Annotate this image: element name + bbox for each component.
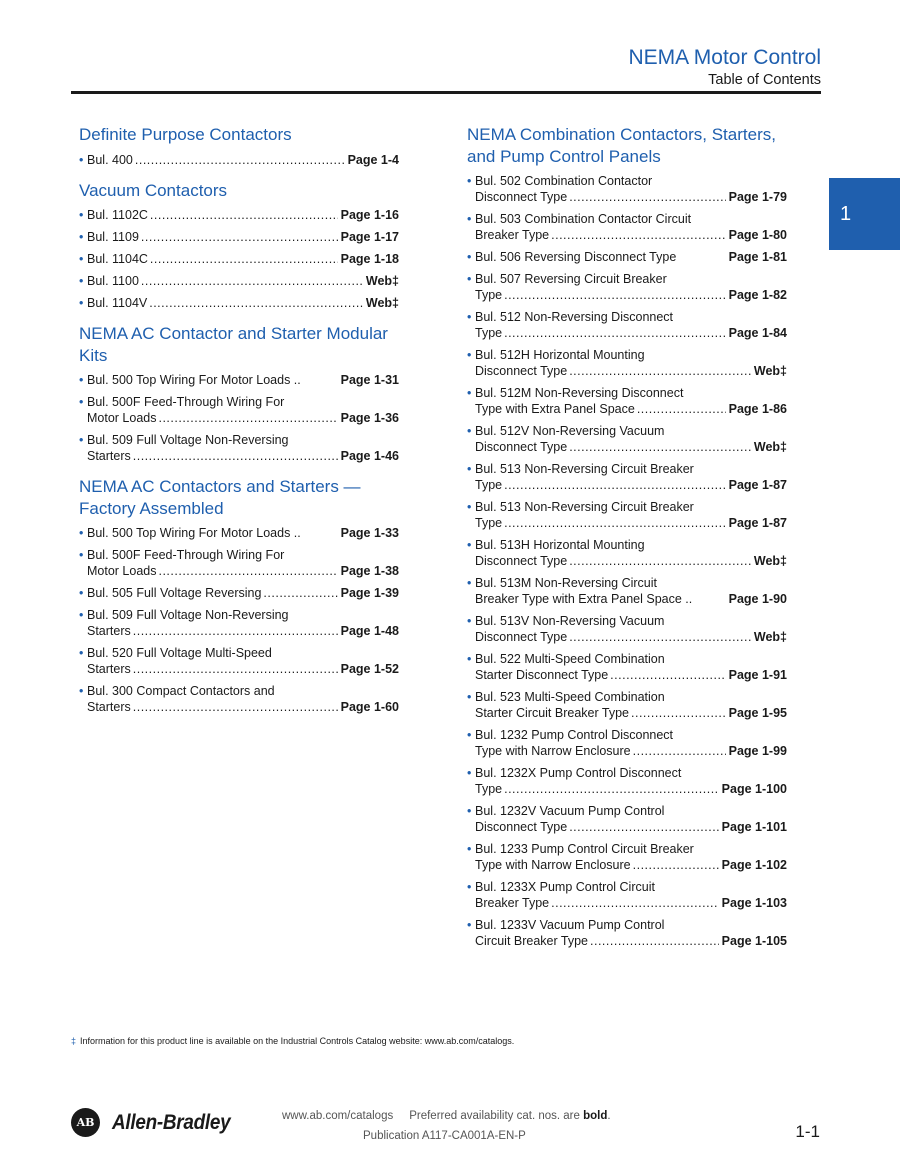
entry-text: Bul. 512H Horizontal Mounting	[475, 348, 645, 362]
page-reference[interactable]: Page 1-33	[340, 526, 399, 540]
toc-entry[interactable]	[79, 251, 399, 267]
dot-leader	[504, 325, 726, 341]
page-reference[interactable]: Page 1-103	[721, 896, 787, 910]
footnote-symbol: ‡	[71, 1036, 77, 1046]
dot-leader	[150, 251, 338, 267]
entry-text: Bul. 1233V Vacuum Pump Control	[475, 918, 665, 932]
page-reference[interactable]: Page 1-79	[728, 190, 787, 204]
bullet-icon: •	[467, 348, 472, 362]
entry-text: Disconnect Type	[475, 440, 568, 454]
entry-text: Bul. 1232X Pump Control Disconnect	[475, 766, 682, 780]
page-reference[interactable]: Page 1-82	[728, 288, 787, 302]
entry-text: Bul. 512 Non-Reversing Disconnect	[475, 310, 674, 324]
entry-text: Bul. 1104V	[87, 296, 148, 310]
toc-left-column	[79, 124, 399, 727]
entry-text: Starter Disconnect Type	[475, 668, 609, 682]
dot-leader	[551, 895, 719, 911]
toc-entry[interactable]	[79, 683, 399, 715]
bullet-icon: •	[467, 174, 472, 188]
page-reference[interactable]: Web‡	[753, 364, 787, 378]
dot-leader	[133, 661, 338, 677]
entry-text: Type with Narrow Enclosure	[475, 744, 631, 758]
entry-text: Bul. 512V Non-Reversing Vacuum	[475, 424, 665, 438]
toc-right-column	[467, 124, 787, 961]
page-reference[interactable]: Page 1-81	[728, 250, 787, 264]
entry-text: Disconnect Type	[475, 630, 568, 644]
dot-leader	[133, 699, 338, 715]
entry-text: Bul. 513V Non-Reversing Vacuum	[475, 614, 665, 628]
entry-text: Starters	[87, 700, 131, 714]
footer-website-link[interactable]: www.ab.com/catalogs	[282, 1110, 394, 1122]
toc-entry[interactable]	[467, 727, 787, 759]
page-reference[interactable]: Web‡	[753, 630, 787, 644]
dot-leader	[135, 152, 345, 168]
dot-leader	[633, 743, 726, 759]
dot-leader	[263, 585, 337, 601]
dot-leader	[590, 933, 719, 949]
toc-entry[interactable]	[79, 273, 399, 289]
toc-entry[interactable]	[467, 423, 787, 455]
dot-leader	[633, 857, 719, 873]
entry-text: Bul. 500F Feed-Through Wiring For	[87, 548, 285, 562]
entry-text: Bul. 509 Full Voltage Non-Reversing	[87, 433, 289, 447]
entry-text: Type with Narrow Enclosure	[475, 858, 631, 872]
page-reference[interactable]: Page 1-52	[340, 662, 399, 676]
dot-leader	[141, 229, 338, 245]
toc-entry[interactable]	[467, 271, 787, 303]
toc-section	[467, 124, 787, 949]
footnote-text: Information for this product line is available on the Industrial Controls Catalog website: www.ab.com/catalogs.	[80, 1036, 515, 1046]
section-heading: NEMA AC Contactor and Starter Modular Kits	[79, 324, 388, 365]
bullet-icon: •	[467, 614, 472, 628]
entry-text: Bul. 522 Multi-Speed Combination	[475, 652, 665, 666]
dot-leader	[504, 477, 726, 493]
dot-leader	[631, 705, 726, 721]
dot-leader	[637, 401, 726, 417]
section-heading: Vacuum Contactors	[79, 180, 228, 200]
bullet-icon: •	[79, 608, 84, 622]
header-divider	[71, 91, 821, 94]
dot-leader	[504, 781, 719, 797]
bullet-icon: •	[79, 152, 84, 167]
entry-text: Bul. 400	[87, 152, 133, 167]
bullet-icon: •	[79, 586, 84, 600]
toc-entry[interactable]	[467, 689, 787, 721]
section-heading: Definite Purpose Contactors	[79, 125, 292, 144]
entry-text: Type	[475, 326, 503, 340]
bullet-icon: •	[467, 576, 472, 590]
logo-badge-text: AB	[76, 1116, 95, 1129]
entry-text: Type	[475, 782, 503, 796]
bullet-icon: •	[79, 274, 84, 288]
page-reference[interactable]: Web‡	[365, 274, 399, 288]
dot-leader	[158, 563, 337, 579]
dot-leader	[149, 295, 363, 311]
page-reference[interactable]: Page 1-48	[340, 624, 399, 638]
entry-text: Motor Loads	[87, 411, 157, 425]
bullet-icon: •	[79, 252, 84, 266]
availability-note-bold: bold	[583, 1110, 608, 1122]
section-tab[interactable]	[829, 178, 900, 250]
toc-entry[interactable]	[79, 207, 399, 223]
entry-text: Bul. 500 Top Wiring For Motor Loads ..	[87, 373, 301, 387]
dot-leader	[504, 515, 726, 531]
entry-text: Type	[475, 478, 503, 492]
toc-entry[interactable]	[79, 607, 399, 639]
page-reference[interactable]: Page 1-39	[340, 586, 399, 600]
page-reference[interactable]: Web‡	[753, 440, 787, 454]
dot-leader	[158, 410, 337, 426]
entry-text: Bul. 513H Horizontal Mounting	[475, 538, 645, 552]
bullet-icon: •	[79, 684, 84, 698]
page-reference[interactable]: Page 1-31	[340, 373, 399, 387]
entry-text: Bul. 513 Non-Reversing Circuit Breaker	[475, 500, 694, 514]
toc-entry[interactable]	[467, 249, 787, 265]
toc-entry[interactable]	[79, 432, 399, 464]
bullet-icon: •	[467, 250, 472, 264]
bullet-icon: •	[467, 766, 472, 780]
bullet-icon: •	[467, 538, 472, 552]
section-heading: NEMA Combination Contactors, Starters, and Pump Control Panels	[467, 125, 776, 166]
entry-text: Bul. 1102C	[87, 208, 148, 222]
footnote	[71, 1036, 514, 1046]
page-reference[interactable]: Page 1-36	[340, 411, 399, 425]
bullet-icon: •	[467, 880, 472, 894]
bullet-icon: •	[467, 462, 472, 476]
entry-text: Starters	[87, 624, 131, 638]
section-heading: NEMA AC Contactors and Starters — Factory Assembled	[79, 477, 361, 518]
toc-entry[interactable]	[467, 347, 787, 379]
dot-leader	[504, 287, 726, 303]
page-reference[interactable]: Page 1-60	[340, 700, 399, 714]
dot-leader	[610, 667, 725, 683]
bullet-icon: •	[467, 690, 472, 704]
toc-entry[interactable]	[79, 525, 399, 541]
page-reference[interactable]: Page 1-91	[728, 668, 787, 682]
toc-entry[interactable]	[79, 152, 399, 168]
footer-web-line	[282, 1110, 611, 1122]
entry-text: Bul. 1104C	[87, 252, 148, 266]
toc-section	[79, 124, 399, 168]
bullet-icon: •	[467, 424, 472, 438]
dot-leader	[569, 819, 718, 835]
bullet-icon: •	[79, 230, 84, 244]
toc-entry[interactable]	[467, 537, 787, 569]
entry-text: Bul. 1100	[87, 274, 139, 288]
bullet-icon: •	[79, 208, 84, 222]
toc-entry[interactable]	[79, 645, 399, 677]
bullet-icon: •	[467, 212, 472, 226]
entry-text: Starter Circuit Breaker Type	[475, 706, 629, 720]
entry-text: Bul. 1233X Pump Control Circuit	[475, 880, 655, 894]
page-reference[interactable]: Page 1-100	[721, 782, 787, 796]
page-reference[interactable]: Page 1-90	[728, 592, 787, 606]
toc-section	[79, 180, 399, 312]
entry-text: Bul. 1232 Pump Control Disconnect	[475, 728, 674, 742]
toc-entry[interactable]	[467, 173, 787, 205]
brand-name: Allen-Bradley	[112, 1110, 231, 1134]
bullet-icon: •	[467, 652, 472, 666]
dot-leader	[551, 227, 726, 243]
dot-leader	[569, 553, 751, 569]
toc-entry[interactable]	[79, 585, 399, 601]
page-reference[interactable]: Page 1-18	[340, 252, 399, 266]
entry-text: Bul. 513 Non-Reversing Circuit Breaker	[475, 462, 694, 476]
page-reference[interactable]: Page 1-87	[728, 516, 787, 530]
entry-text: Bul. 300 Compact Contactors and	[87, 684, 275, 698]
toc-entry[interactable]	[467, 879, 787, 911]
toc-section	[79, 476, 399, 715]
page-title: NEMA Motor Control	[628, 46, 821, 69]
entry-text: Bul. 507 Reversing Circuit Breaker	[475, 272, 667, 286]
entry-text: Starters	[87, 449, 131, 463]
bullet-icon: •	[467, 272, 472, 286]
entry-text: Bul. 513M Non-Reversing Circuit	[475, 576, 658, 590]
bullet-icon: •	[467, 842, 472, 856]
page-reference[interactable]: Page 1-4	[347, 152, 399, 167]
entry-text: Disconnect Type	[475, 554, 568, 568]
entry-text: Breaker Type	[475, 896, 550, 910]
bullet-icon: •	[79, 373, 84, 387]
publication-number: Publication A117-CA001A-EN-P	[363, 1130, 526, 1142]
section-tab-label: 1	[839, 202, 852, 225]
entry-text: Bul. 509 Full Voltage Non-Reversing	[87, 608, 289, 622]
entry-text: Breaker Type	[475, 228, 550, 242]
bullet-icon: •	[79, 395, 84, 409]
ab-logo-icon	[71, 1108, 100, 1137]
entry-text: Motor Loads	[87, 564, 157, 578]
dot-leader	[569, 629, 751, 645]
toc-entry[interactable]	[79, 547, 399, 579]
page-reference[interactable]: Web‡	[753, 554, 787, 568]
toc-entry[interactable]	[467, 461, 787, 493]
dot-leader	[569, 189, 725, 205]
entry-text: Breaker Type with Extra Panel Space ..	[475, 592, 693, 606]
page-reference[interactable]: Page 1-102	[721, 858, 787, 872]
toc-entry[interactable]	[79, 295, 399, 311]
bullet-icon: •	[79, 548, 84, 562]
entry-text: Bul. 1232V Vacuum Pump Control	[475, 804, 665, 818]
toc-section	[79, 323, 399, 464]
entry-text: Bul. 1109	[87, 230, 139, 244]
dot-leader	[133, 448, 338, 464]
entry-text: Type with Extra Panel Space	[475, 402, 635, 416]
toc-entry[interactable]	[467, 575, 787, 607]
toc-entry[interactable]	[467, 385, 787, 417]
bullet-icon: •	[79, 526, 84, 540]
page-reference[interactable]: Web‡	[365, 296, 399, 310]
page-reference[interactable]: Page 1-17	[340, 230, 399, 244]
page-reference[interactable]: Page 1-80	[728, 228, 787, 242]
toc-entry[interactable]	[467, 211, 787, 243]
entry-text: Starters	[87, 662, 131, 676]
entry-text: Bul. 520 Full Voltage Multi-Speed	[87, 646, 272, 660]
bullet-icon: •	[467, 804, 472, 818]
entry-text: Disconnect Type	[475, 820, 568, 834]
brand-logo	[71, 1108, 243, 1137]
entry-text: Bul. 523 Multi-Speed Combination	[475, 690, 665, 704]
entry-text: Type	[475, 516, 503, 530]
entry-text: Bul. 505 Full Voltage Reversing	[87, 586, 262, 600]
dot-leader	[133, 623, 338, 639]
dot-leader	[141, 273, 363, 289]
page-subtitle: Table of Contents	[708, 72, 821, 88]
bullet-icon: •	[467, 386, 472, 400]
page-reference[interactable]: Page 1-46	[340, 449, 399, 463]
bullet-icon: •	[79, 296, 84, 310]
page-reference[interactable]: Page 1-105	[721, 934, 787, 948]
entry-text: Bul. 1233 Pump Control Circuit Breaker	[475, 842, 694, 856]
entry-text: Bul. 500 Top Wiring For Motor Loads ..	[87, 526, 301, 540]
page-reference[interactable]: Page 1-99	[728, 744, 787, 758]
entry-text: Circuit Breaker Type	[475, 934, 589, 948]
entry-text: Bul. 506 Reversing Disconnect Type	[475, 250, 677, 264]
bullet-icon: •	[467, 500, 472, 514]
toc-entry[interactable]	[79, 229, 399, 245]
availability-note-prefix: Preferred availability cat. nos. are	[409, 1110, 580, 1122]
toc-entry[interactable]	[467, 613, 787, 645]
entry-text: Bul. 500F Feed-Through Wiring For	[87, 395, 285, 409]
entry-text: Type	[475, 288, 503, 302]
toc-entry[interactable]	[467, 765, 787, 797]
page-number: 1-1	[795, 1122, 820, 1141]
page-reference[interactable]: Page 1-84	[728, 326, 787, 340]
toc-entry[interactable]	[79, 372, 399, 388]
bullet-icon: •	[467, 918, 472, 932]
bullet-icon: •	[467, 310, 472, 324]
toc-entry[interactable]	[467, 917, 787, 949]
bullet-icon: •	[467, 728, 472, 742]
bullet-icon: •	[79, 646, 84, 660]
page-reference[interactable]: Page 1-95	[728, 706, 787, 720]
toc-entry[interactable]	[467, 803, 787, 835]
availability-note-suffix: .	[607, 1110, 611, 1122]
entry-text: Bul. 502 Combination Contactor	[475, 174, 653, 188]
toc-entry[interactable]	[467, 841, 787, 873]
toc-entry[interactable]	[467, 651, 787, 683]
dot-leader	[150, 207, 338, 223]
bullet-icon: •	[79, 433, 84, 447]
page-reference[interactable]: Page 1-87	[728, 478, 787, 492]
page-reference[interactable]: Page 1-86	[728, 402, 787, 416]
entry-text: Bul. 503 Combination Contactor Circuit	[475, 212, 692, 226]
page-reference[interactable]: Page 1-16	[340, 208, 399, 222]
dot-leader	[569, 439, 751, 455]
entry-text: Disconnect Type	[475, 190, 568, 204]
dot-leader	[569, 363, 751, 379]
entry-text: Bul. 512M Non-Reversing Disconnect	[475, 386, 684, 400]
toc-entry[interactable]	[467, 309, 787, 341]
page-reference[interactable]: Page 1-101	[721, 820, 787, 834]
entry-text: Disconnect Type	[475, 364, 568, 378]
toc-entry[interactable]	[467, 499, 787, 531]
toc-entry[interactable]	[79, 394, 399, 426]
page-reference[interactable]: Page 1-38	[340, 564, 399, 578]
